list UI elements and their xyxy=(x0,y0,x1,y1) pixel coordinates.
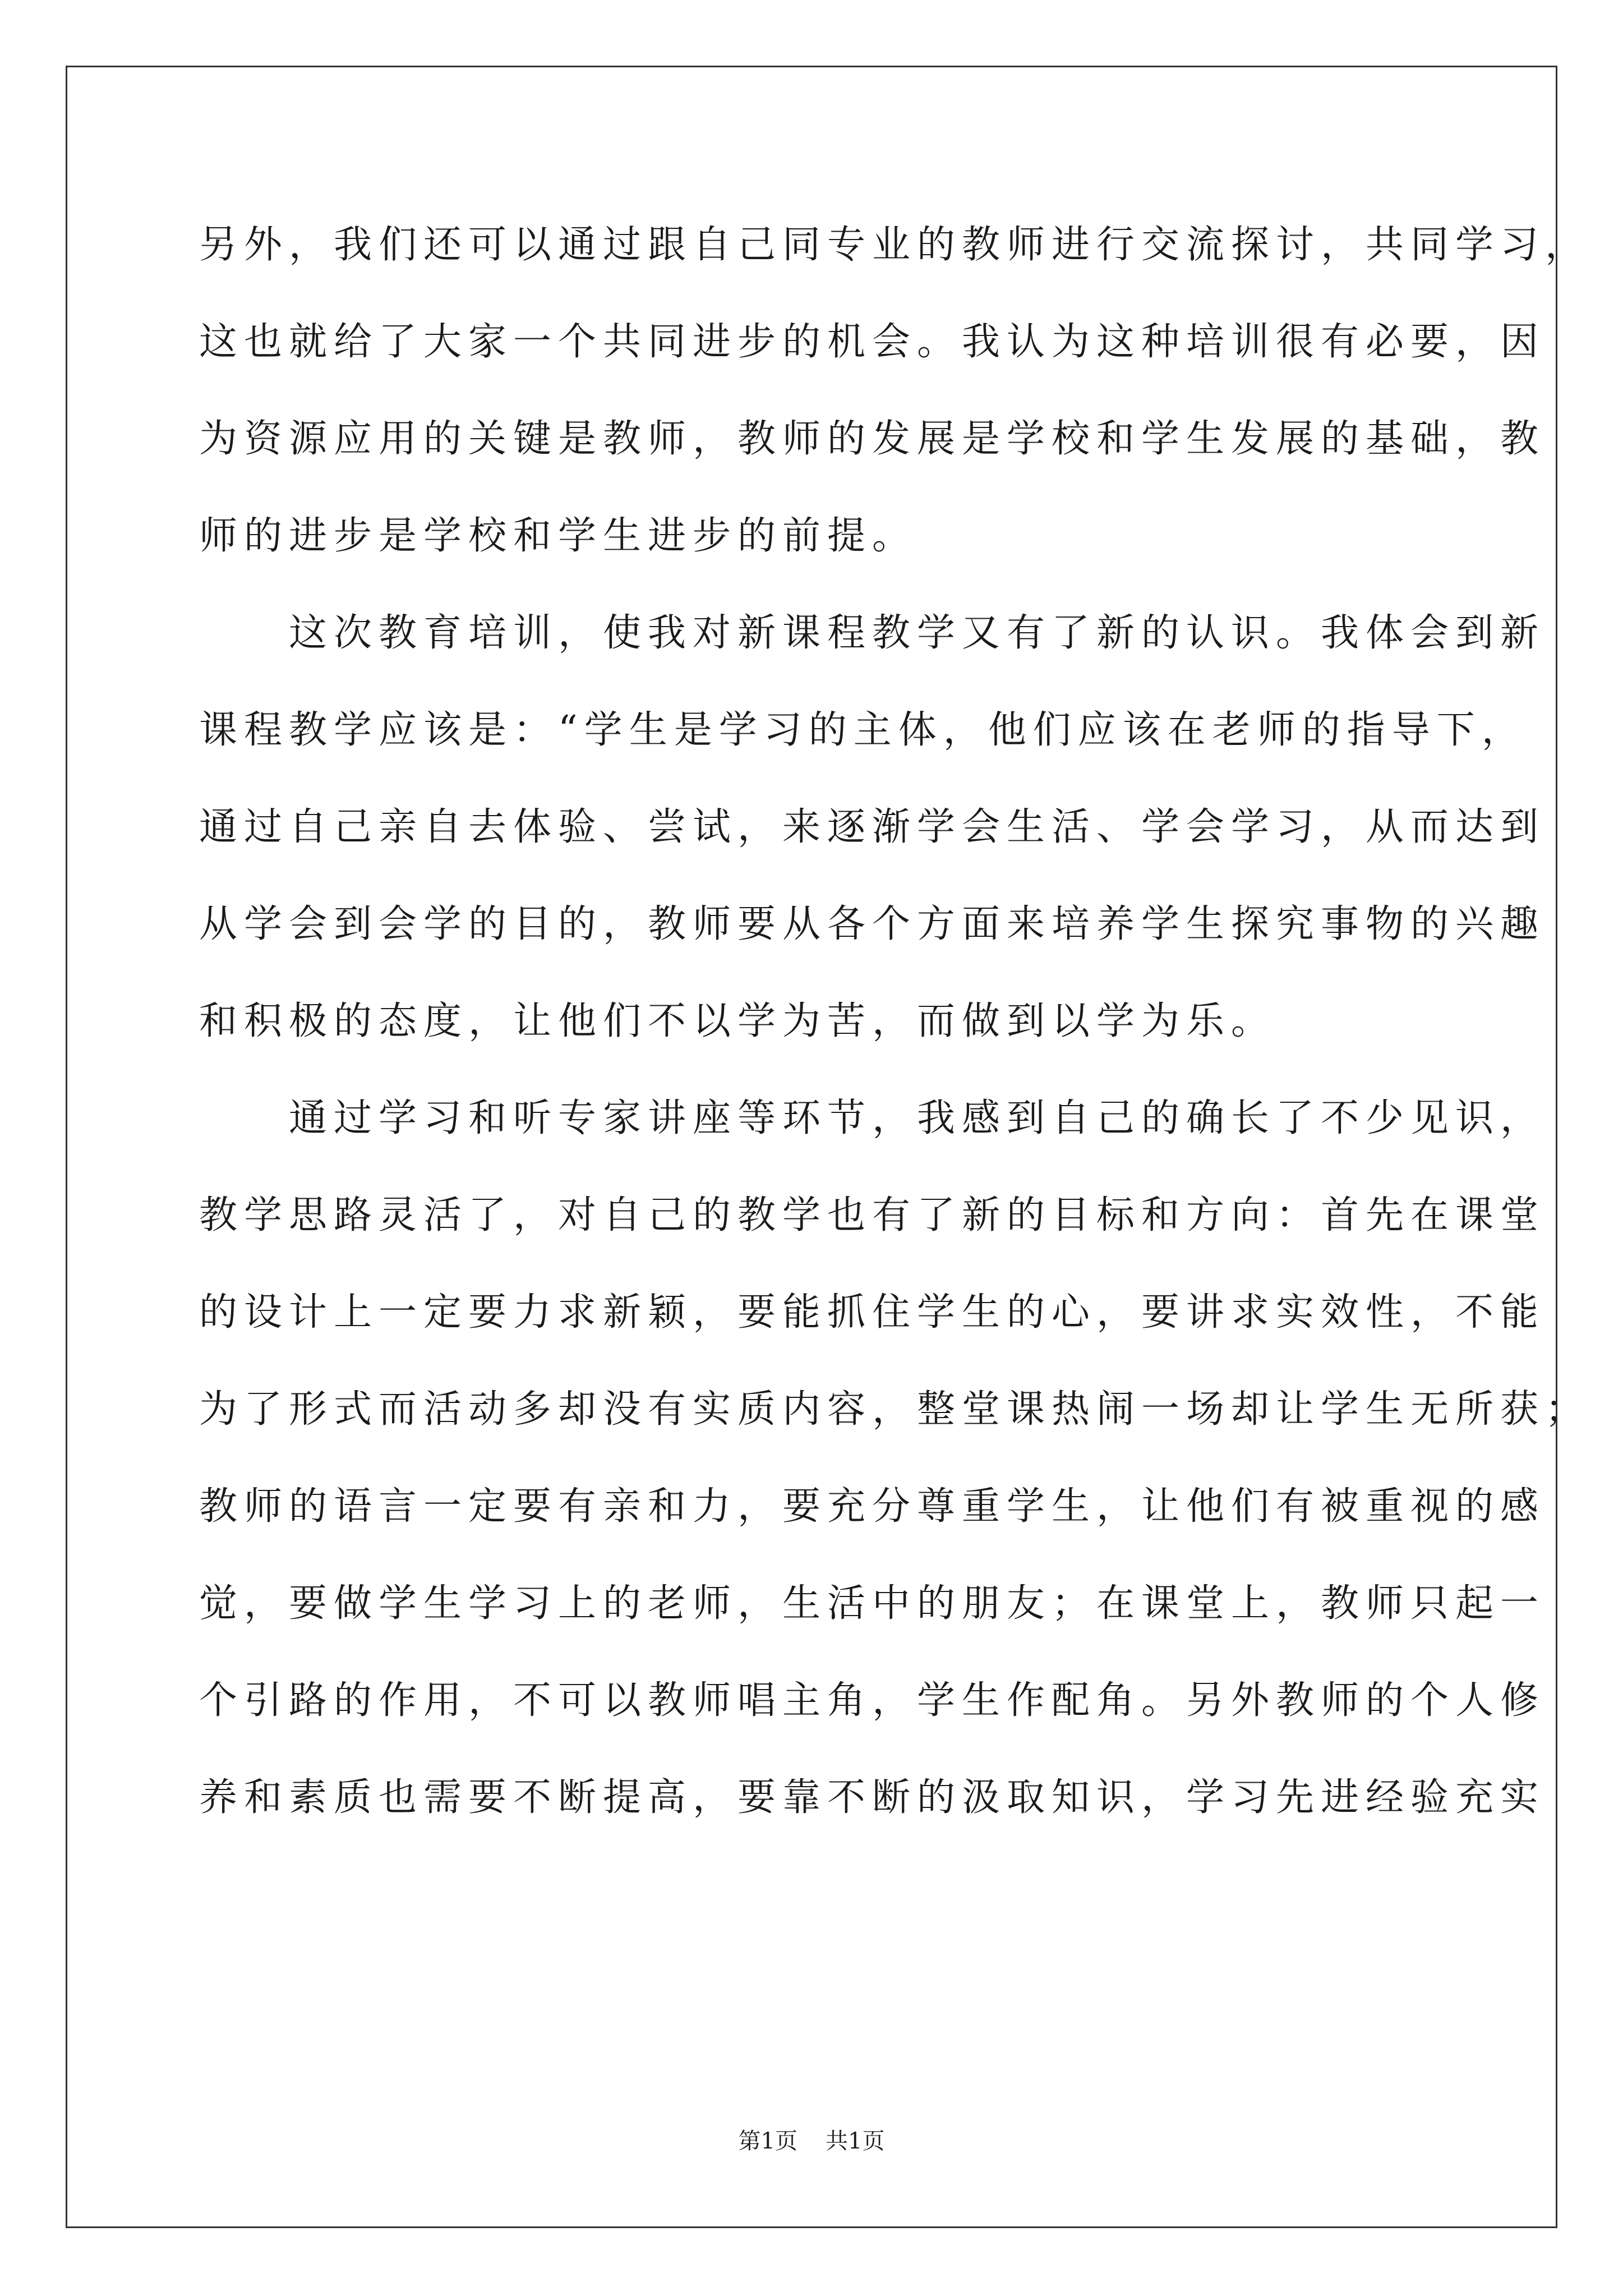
text-line: 的设计上一定要力求新颖，要能抓住学生的心，要讲求实效性，不能 xyxy=(199,1290,1546,1335)
text-line: 另外，我们还可以通过跟自己同专业的教师进行交流探讨，共同学习， xyxy=(199,223,1590,267)
text-line: 觉，要做学生学习上的老师，生活中的朋友；在课堂上，教师只起一 xyxy=(199,1581,1546,1626)
text-line: 课程教学应该是：“学生是学习的主体，他们应该在老师的指导下， xyxy=(199,708,1527,752)
paragraph-3 xyxy=(199,1070,1590,1846)
text-line: 和积极的态度，让他们不以学为苦，而做到以学为乐。 xyxy=(199,999,1276,1043)
document-body xyxy=(199,196,1590,1846)
text-line: 师的进步是学校和学生进步的前提。 xyxy=(199,514,917,558)
text-line: 这次教育培训，使我对新课程教学又有了新的认识。我体会到新 xyxy=(289,611,1546,655)
text-line: 个引路的作用，不可以教师唱主角，学生作配角。另外教师的个人修 xyxy=(199,1678,1546,1723)
text-line: 教师的语言一定要有亲和力，要充分尊重学生，让他们有被重视的感 xyxy=(199,1484,1546,1529)
text-line: 这也就给了大家一个共同进步的机会。我认为这种培训很有必要，因 xyxy=(199,320,1546,364)
text-line: 通过自己亲自去体验、尝试，来逐渐学会生活、学会学习，从而达到 xyxy=(199,805,1546,849)
paragraph-2 xyxy=(199,585,1546,1070)
text-line: 从学会到会学的目的，教师要从各个方面来培养学生探究事物的兴趣 xyxy=(199,902,1546,946)
text-line: 通过学习和听专家讲座等环节，我感到自己的确长了不少见识， xyxy=(289,1096,1546,1140)
text-line: 为资源应用的关键是教师，教师的发展是学校和学生发展的基础，教 xyxy=(199,417,1546,461)
text-line: 养和素质也需要不断提高，要靠不断的汲取知识，学习先进经验充实 xyxy=(199,1775,1546,1820)
text-line: 教学思路灵活了，对自己的教学也有了新的目标和方向：首先在课堂 xyxy=(199,1193,1546,1237)
page-footer xyxy=(0,2123,1623,2155)
text-line: 为了形式而活动多却没有实质内容，整堂课热闹一场却让学生无所获； xyxy=(199,1387,1590,1432)
page-number: 第1页 xyxy=(738,2128,797,2154)
paragraph-1 xyxy=(199,196,1590,585)
page-total: 共1页 xyxy=(826,2128,885,2154)
